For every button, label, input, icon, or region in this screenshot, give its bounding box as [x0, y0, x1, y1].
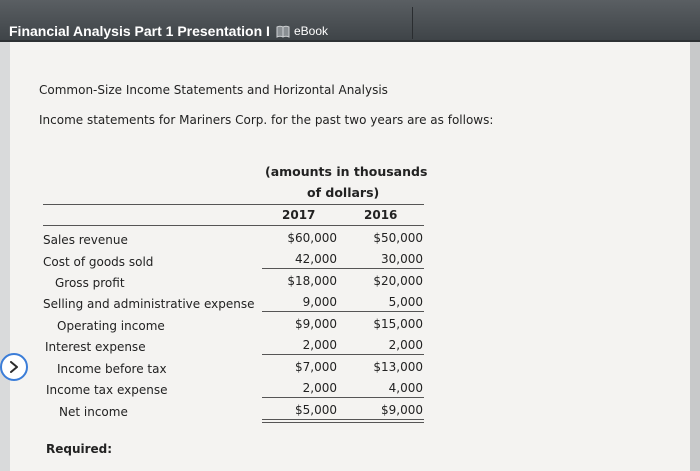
cell-2017-income-tax-expense: 2,000	[302, 381, 337, 395]
cell-2017-cost-of-goods-sold: 42,000	[295, 252, 337, 266]
table-caption-line2: of dollars)	[307, 185, 380, 200]
column-header-2016: 2016	[364, 208, 398, 222]
cell-2017-interest-expense: 2,000	[302, 338, 337, 352]
subtotal-rule-tax	[262, 397, 424, 398]
subtotal-rule-selling-admin	[262, 311, 424, 312]
row-label-interest-expense: Interest expense	[45, 340, 146, 354]
top-bar	[0, 0, 700, 42]
right-margin	[690, 42, 700, 471]
row-label-operating-income: Operating income	[57, 319, 165, 333]
cell-2016-income-tax-expense: 4,000	[388, 381, 423, 395]
toolbar-divider	[412, 7, 413, 39]
table-top-rule	[43, 204, 424, 205]
cell-2017-selling-admin-expense: 9,000	[302, 295, 337, 309]
cell-2017-sales-revenue: $60,000	[287, 231, 337, 245]
subtotal-rule-cogs	[262, 268, 424, 269]
left-margin	[0, 42, 10, 471]
row-label-net-income: Net income	[59, 405, 128, 419]
cell-2016-interest-expense: 2,000	[388, 338, 423, 352]
cell-2017-net-income: $5,000	[295, 403, 337, 417]
row-label-income-before-tax: Income before tax	[57, 362, 167, 376]
ebook-icon[interactable]	[276, 23, 290, 36]
cell-2016-selling-admin-expense: 5,000	[388, 295, 423, 309]
cell-2017-gross-profit: $18,000	[287, 274, 337, 288]
required-label: Required:	[46, 442, 113, 456]
total-double-rule-bottom	[262, 422, 424, 423]
row-label-sales-revenue: Sales revenue	[43, 233, 128, 247]
row-label-selling-admin-expense: Selling and administrative expense	[43, 297, 255, 311]
cell-2017-operating-income: $9,000	[295, 317, 337, 331]
cell-2016-income-before-tax: $13,000	[373, 360, 423, 374]
row-label-gross-profit: Gross profit	[55, 276, 125, 290]
cell-2016-cost-of-goods-sold: 30,000	[381, 252, 423, 266]
row-label-cost-of-goods-sold: Cost of goods sold	[43, 255, 154, 269]
question-content	[10, 42, 690, 471]
column-header-2017: 2017	[282, 208, 316, 222]
cell-2016-net-income: $9,000	[381, 403, 423, 417]
subtotal-rule-interest	[262, 354, 424, 355]
cell-2016-gross-profit: $20,000	[373, 274, 423, 288]
header-underline	[43, 225, 424, 226]
total-double-rule-top	[262, 419, 424, 420]
cell-2017-income-before-tax: $7,000	[295, 360, 337, 374]
cell-2016-operating-income: $15,000	[373, 317, 423, 331]
section-heading: Common-Size Income Statements and Horizontal Analysis	[39, 83, 388, 97]
table-caption-line1: (amounts in thousands	[265, 164, 428, 179]
expand-panel-button[interactable]	[0, 353, 28, 381]
question-description: Income statements for Mariners Corp. for the past two years are as follows:	[39, 113, 494, 127]
row-label-income-tax-expense: Income tax expense	[46, 383, 168, 397]
ebook-link[interactable]: eBook	[294, 24, 329, 38]
cell-2016-sales-revenue: $50,000	[373, 231, 423, 245]
assignment-title: Financial Analysis Part 1 Presentation I	[9, 23, 270, 39]
